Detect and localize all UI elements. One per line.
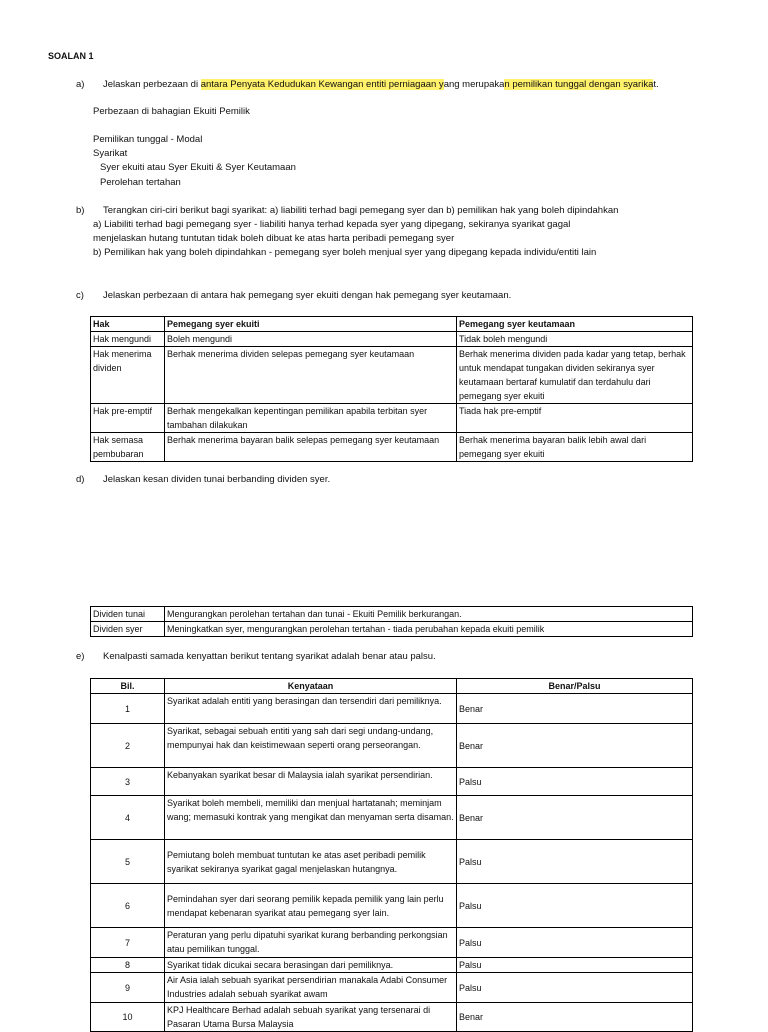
row-number: 7 [91, 928, 165, 958]
question-c-label: c) [76, 290, 84, 301]
table-row [91, 958, 693, 973]
table-cell: Hak menerima dividen [91, 347, 165, 404]
row-number: 2 [91, 724, 165, 768]
highlighted-text: n pemilikan tunggal dengan syarika [504, 79, 654, 90]
table-header-cell: Pemegang syer keutamaan [457, 317, 693, 332]
row-number: 1 [91, 694, 165, 724]
page-title: SOALAN 1 [48, 51, 94, 61]
question-e-label: e) [76, 651, 85, 662]
table-row [91, 332, 693, 347]
answer-cell: Palsu [457, 928, 693, 958]
dividend-table [90, 606, 693, 637]
table-row [91, 724, 693, 768]
answer-b-line: a) Liabiliti terhad bagi pemegang syer - liabiliti hanya terhad kepada syer yang dipegang, sekiranya syarikat gagal [93, 219, 571, 230]
statement-cell: Syarikat, sebagai sebuah entiti yang sah dari segi undang-undang, mempunyai hak dan keistimewaan seperti orang perseorangan. [165, 724, 457, 768]
table-cell: Mengurangkan perolehan tertahan dan tunai - Ekuiti Pemilik berkurangan. [165, 607, 693, 622]
table-row [91, 1003, 693, 1032]
table-cell: Berhak menerima dividen selepas pemegang syer keutamaan [165, 347, 457, 404]
question-c-text: Jelaskan perbezaan di antara hak pemegang syer ekuiti dengan hak pemegang syer keutamaan. [103, 290, 512, 301]
table-row [91, 433, 693, 462]
question-a-text-part: ang merupaka [443, 79, 505, 90]
answer-a-line: Pemilikan tunggal - Modal [93, 134, 203, 145]
row-number: 4 [91, 796, 165, 840]
statement-cell: Kebanyakan syarikat besar di Malaysia ialah syarikat persendirian. [165, 768, 457, 796]
table-cell: Meningkatkan syer, mengurangkan perolehan tertahan - tiada perubahan kepada ekuiti pemilik [165, 622, 693, 637]
answer-cell: Benar [457, 724, 693, 768]
table-header-cell: Hak [91, 317, 165, 332]
table-cell: Tidak boleh mengundi [457, 332, 693, 347]
statement-cell: Syarikat boleh membeli, memiliki dan menjual hartatanah; meminjam wang; memasuki kontrak yang mengikat dan menyaman serta disaman. [165, 796, 457, 840]
answer-cell: Palsu [457, 768, 693, 796]
table-cell: Hak pre-emptif [91, 404, 165, 433]
table-cell: Berhak menerima bayaran balik lebih awal dari pemegang syer ekuiti [457, 433, 693, 462]
table-cell: Dividen tunai [91, 607, 165, 622]
answer-cell: Palsu [457, 973, 693, 1003]
question-a-text-part: Jelaskan perbezaan di [103, 79, 201, 90]
statement-cell: Syarikat adalah entiti yang berasingan dan tersendiri dari pemiliknya. [165, 694, 457, 724]
table-row [91, 622, 693, 637]
table-header-cell: Benar/Palsu [457, 679, 693, 694]
answer-cell: Palsu [457, 884, 693, 928]
true-false-table [90, 678, 693, 1032]
question-e-text: Kenalpasti samada kenyattan berikut tentang syarikat adalah benar atau palsu. [103, 651, 436, 662]
table-row [91, 884, 693, 928]
answer-a-line: Syer ekuiti atau Syer Ekuiti & Syer Keutamaan [100, 162, 296, 173]
table-row [91, 796, 693, 840]
statement-cell: KPJ Healthcare Berhad adalah sebuah syarikat yang tersenarai di Pasaran Utama Bursa Malaysia [165, 1003, 457, 1032]
answer-cell: Benar [457, 796, 693, 840]
table-row [91, 840, 693, 884]
table-row [91, 347, 693, 404]
answer-b-line: menjelaskan hutang tuntutan tidak boleh dibuat ke atas harta peribadi pemegang syer [93, 233, 455, 244]
table-row [91, 694, 693, 724]
highlighted-text: antara Penyata Kedudukan Kewangan entiti perniagaan y [200, 79, 444, 90]
answer-a-line: Perbezaan di bahagian Ekuiti Pemilik [93, 106, 250, 117]
answer-a-line: Perolehan tertahan [100, 177, 181, 188]
answer-cell: Palsu [457, 958, 693, 973]
row-number: 6 [91, 884, 165, 928]
table-header-row [91, 317, 693, 332]
question-a-text [103, 78, 659, 92]
table-cell: Hak semasa pembubaran [91, 433, 165, 462]
answer-a-line: Syarikat [93, 148, 128, 159]
row-number: 8 [91, 958, 165, 973]
answer-cell: Benar [457, 694, 693, 724]
shareholder-rights-table [90, 316, 693, 462]
table-header-row [91, 679, 693, 694]
statement-cell: Peraturan yang perlu dipatuhi syarikat kurang berbanding perkongsian atau pemilikan tunggal. [165, 928, 457, 958]
row-number: 3 [91, 768, 165, 796]
table-row [91, 768, 693, 796]
question-a-label: a) [76, 79, 85, 90]
row-number: 10 [91, 1003, 165, 1032]
question-b-label: b) [76, 205, 85, 216]
row-number: 5 [91, 840, 165, 884]
answer-cell: Benar [457, 1003, 693, 1032]
row-number: 9 [91, 973, 165, 1003]
table-header-cell: Pemegang syer ekuiti [165, 317, 457, 332]
question-b-text: Terangkan ciri-ciri berikut bagi syarikat: a) liabiliti terhad bagi pemegang syer dan b) pemilikan hak yang boleh dipindahkan [103, 205, 619, 216]
table-row [91, 607, 693, 622]
answer-cell: Palsu [457, 840, 693, 884]
statement-cell: Air Asia ialah sebuah syarikat persendirian manakala Adabi Consumer Industries adalah sebuah syarikat awam [165, 973, 457, 1003]
table-header-cell: Bil. [91, 679, 165, 694]
table-row [91, 928, 693, 958]
table-cell: Berhak menerima bayaran balik selepas pemegang syer keutamaan [165, 433, 457, 462]
statement-cell: Pemindahan syer dari seorang pemilik kepada pemilik yang lain perlu mendapat kebenaran syarikat atau pemegang syer lain. [165, 884, 457, 928]
question-d-label: d) [76, 474, 85, 485]
question-d-text: Jelaskan kesan dividen tunai berbanding dividen syer. [103, 474, 331, 485]
statement-cell: Pemiutang boleh membuat tuntutan ke atas aset peribadi pemilik syarikat sekiranya syarikat gagal menjelaskan hutangnya. [165, 840, 457, 884]
table-cell: Berhak mengekalkan kepentingan pemilikan apabila terbitan syer tambahan dilakukan [165, 404, 457, 433]
table-cell: Boleh mengundi [165, 332, 457, 347]
table-cell: Hak mengundi [91, 332, 165, 347]
table-cell: Dividen syer [91, 622, 165, 637]
answer-b-line: b) Pemilikan hak yang boleh dipindahkan - pemegang syer boleh menjual syer yang dipegang kepada individu/entiti lain [93, 247, 597, 258]
table-header-cell: Kenyataan [165, 679, 457, 694]
table-row [91, 404, 693, 433]
statement-cell: Syarikat tidak dicukai secara berasingan dari pemiliknya. [165, 958, 457, 973]
table-row [91, 973, 693, 1003]
table-cell: Berhak menerima dividen pada kadar yang tetap, berhak untuk mendapat tungakan dividen sekiranya syer keutamaan bertaraf kumulatif dan terdahulu dari pemegang syer ekuiti [457, 347, 693, 404]
question-a-text-part: t. [653, 79, 659, 90]
table-cell: Tiada hak pre-emptif [457, 404, 693, 433]
